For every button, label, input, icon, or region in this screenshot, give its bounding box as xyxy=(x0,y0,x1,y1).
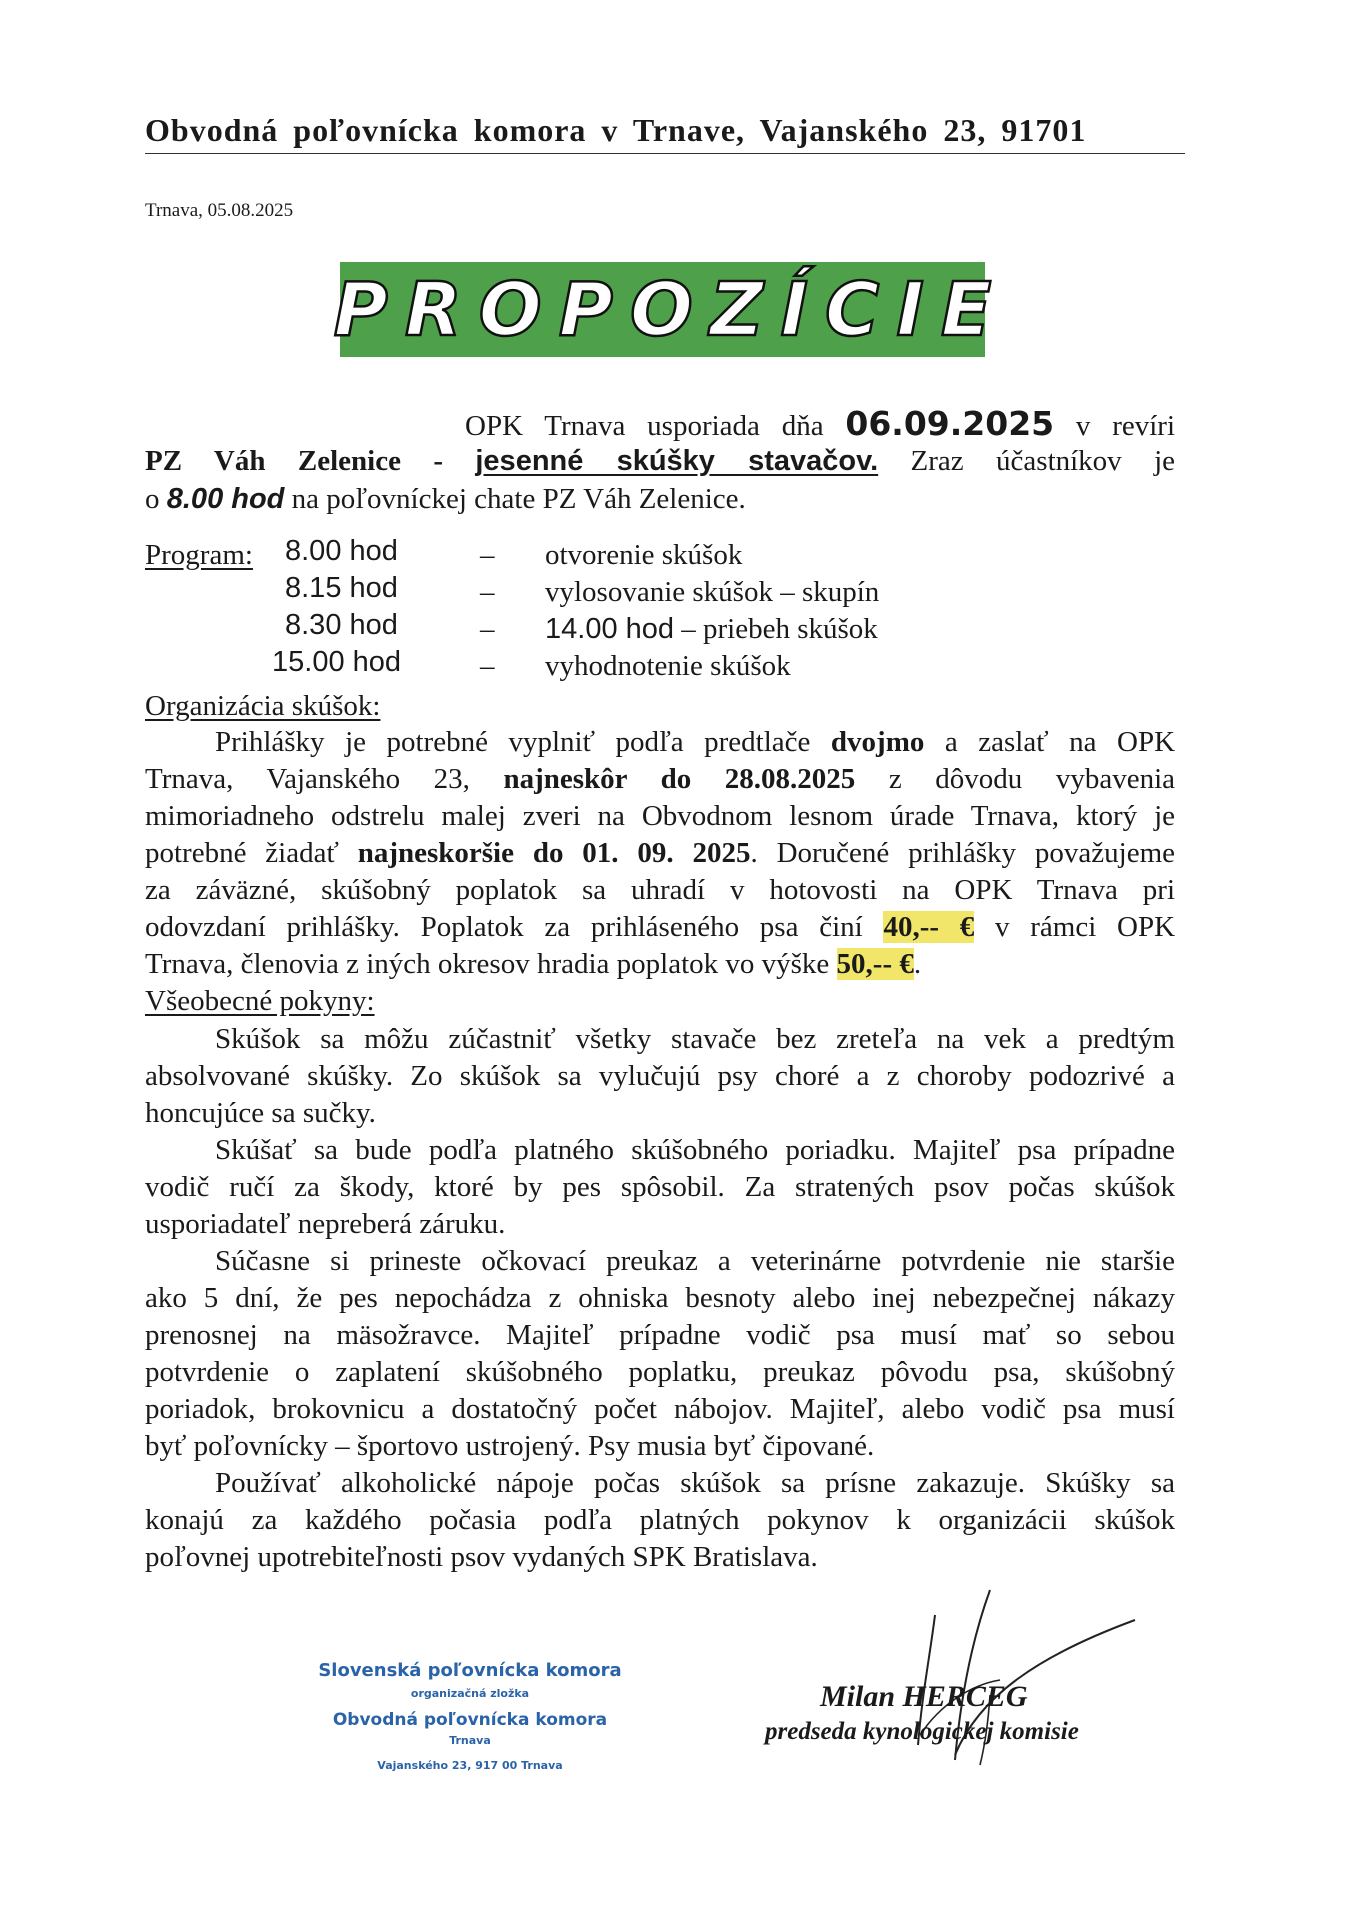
stamp-line: organizačná zložka xyxy=(410,1687,530,1700)
org-line-2 xyxy=(145,761,1175,798)
intro-text: OPK Trnava usporiada dňa xyxy=(465,410,824,442)
stamp-line: Trnava xyxy=(449,1734,491,1747)
org-bold: dvojmo xyxy=(830,726,925,758)
program-desc xyxy=(545,611,878,648)
stamp-line: Slovenská poľovnícka komora xyxy=(318,1660,622,1681)
pokyny-p2-line: vodič ručí za škody, ktoré by pes spôsobil. Za stratených psov počas skúšok xyxy=(145,1171,1175,1203)
org-text: Trnava, Vajanského 23, xyxy=(145,763,470,795)
pokyny-p4-line: konajú za každého počasia podľa platných pokynov k organizácii skúšok xyxy=(145,1504,1175,1536)
meeting-time: 8.00 hod xyxy=(166,483,285,515)
intro-line-1 xyxy=(145,405,1175,445)
program-time: 8.00 hod xyxy=(285,535,398,567)
program-heading: Program: xyxy=(145,539,253,571)
pokyny-p3-line: byť poľovnícky – športovo ustrojený. Psy musia byť čipované. xyxy=(145,1430,875,1462)
pokyny-p3-line: ako 5 dní, že pes nepochádza z ohniska besnoty alebo inej nebezpečnej nákazy xyxy=(145,1282,1175,1314)
pokyny-p4-line: Používať alkoholické nápoje počas skúšok sa prísne zakazuje. Skúšky sa xyxy=(215,1467,1175,1499)
program-dash: – xyxy=(480,539,495,571)
event-date: 06.09.2025 xyxy=(845,404,1055,443)
program-time: 8.15 hod xyxy=(285,572,398,604)
org-text: potrebné žiadať xyxy=(145,837,339,869)
event-name: jesenné skúšky stavačov. xyxy=(475,445,879,477)
pokyny-p3-line: potvrdenie o zaplatení skúšobného poplatku, preukaz pôvodu psa, skúšobný xyxy=(145,1356,1175,1388)
org-text: odovzdaní prihlášky. Poplatok za prihláseného psa činí xyxy=(145,911,863,943)
intro-line-2 xyxy=(145,443,1175,480)
org-line-1 xyxy=(145,724,1175,761)
org-text: z dôvodu vybavenia xyxy=(888,763,1175,795)
program-desc-text: – priebeh skúšok xyxy=(681,613,878,645)
org-deadline: najneskoršie do 01. 09. 2025 xyxy=(357,837,751,869)
signatory-name: Milan HERCEG xyxy=(820,1680,1028,1713)
organizacia-heading: Organizácia skúšok: xyxy=(145,690,381,722)
pokyny-p3-line: prenosnej na mäsožravce. Majiteľ prípadne vodič psa musí mať so sebou xyxy=(145,1319,1175,1351)
pokyny-p1-line: honcujúce sa sučky. xyxy=(145,1097,376,1129)
program-dash: – xyxy=(480,650,495,682)
intro-text: na poľovníckej chate PZ Váh Zelenice. xyxy=(291,483,746,515)
pokyny-heading: Všeobecné pokyny: xyxy=(145,985,375,1017)
org-text: Trnava, členovia z iných okresov hradia poplatok vo výške xyxy=(145,948,830,980)
program-time: 8.30 hod xyxy=(285,609,398,641)
banner-text: PROPOZÍCIE xyxy=(333,266,1009,353)
program-time: 15.00 hod xyxy=(272,646,402,678)
program-dash: – xyxy=(480,613,495,645)
program-end-time: 14.00 hod xyxy=(545,613,675,645)
org-text: Prihlášky je potrebné vyplniť podľa predtlače xyxy=(215,726,811,758)
org-line-4 xyxy=(145,835,1175,872)
pokyny-p2-line: usporiadateľ nepreberá záruku. xyxy=(145,1208,506,1240)
pokyny-p4-line: poľovnej upotrebiteľnosti psov vydaných SPK Bratislava. xyxy=(145,1541,818,1573)
intro-text: Zraz účastníkov je xyxy=(910,445,1175,477)
header-title: Obvodná poľovnícka komora v Trnave, Vajanského 23, 91701 xyxy=(145,112,1185,154)
org-text: . Doručené prihlášky považujeme xyxy=(750,837,1175,869)
pokyny-p2-line: Skúšať sa bude podľa platného skúšobného poriadku. Majiteľ psa prípadne xyxy=(215,1134,1175,1166)
program-desc: vylosovanie skúšok – skupín xyxy=(545,576,880,608)
pokyny-p1-line: Skúšok sa môžu zúčastniť všetky stavače bez zreteľa na vek a predtým xyxy=(215,1023,1175,1055)
org-text: . xyxy=(913,948,922,980)
org-text: a zaslať na OPK xyxy=(944,726,1176,758)
intro-text: o xyxy=(145,483,160,515)
fee-other: 50,-- € xyxy=(836,948,914,980)
intro-text: v revíri xyxy=(1075,410,1176,442)
program-desc: vyhodnotenie skúšok xyxy=(545,650,791,682)
program-desc: otvorenie skúšok xyxy=(545,539,743,571)
signatory-role: predseda kynologickej komisie xyxy=(765,1718,1079,1745)
hunting-ground: PZ Váh Zelenice - xyxy=(145,445,443,477)
intro-line-3 xyxy=(145,481,746,518)
org-line-3: mimoriadneho odstrelu malej zveri na Obvodnom lesnom úrade Trnava, ktorý je xyxy=(145,800,1175,832)
title-banner xyxy=(333,262,1009,357)
fee-member: 40,-- € xyxy=(883,911,975,943)
pokyny-p3-line: poriadok, brokovnicu a dostatočný počet nábojov. Majiteľ, alebo vodič psa musí xyxy=(145,1393,1175,1425)
org-line-5: za záväzné, skúšobný poplatok sa uhradí v hotovosti na OPK Trnava pri xyxy=(145,874,1175,906)
org-deadline: najneskôr do 28.08.2025 xyxy=(503,763,856,795)
organization-stamp xyxy=(305,1660,635,1772)
stamp-line: Obvodná poľovnícka komora xyxy=(332,1710,608,1730)
org-line-7 xyxy=(145,946,921,983)
org-text: v rámci OPK xyxy=(995,911,1176,943)
org-line-6 xyxy=(145,909,1175,946)
document-date: Trnava, 05.08.2025 xyxy=(145,200,294,221)
pokyny-p1-line: absolvované skúšky. Zo skúšok sa vylučujú psy choré a z choroby podozrivé a xyxy=(145,1060,1175,1092)
pokyny-p3-line: Súčasne si prineste očkovací preukaz a veterinárne potvrdenie nie staršie xyxy=(215,1245,1175,1277)
program-dash: – xyxy=(480,576,495,608)
stamp-line: Vajanského 23, 917 00 Trnava xyxy=(377,1759,563,1772)
